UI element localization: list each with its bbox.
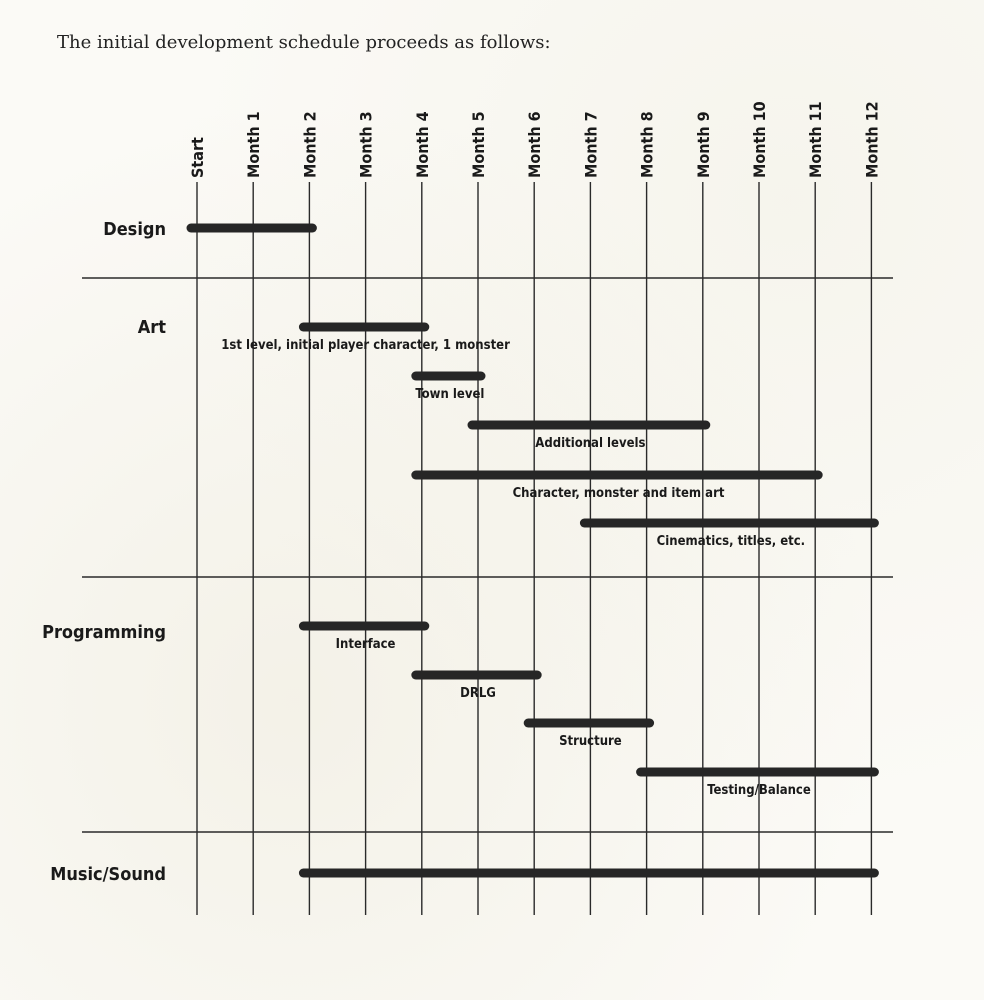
month-label: Month 4 [412,111,432,178]
month-label: Month 2 [300,111,320,178]
group-label: Music/Sound [50,864,166,885]
month-label: Month 9 [693,111,713,178]
task-label: Additional levels [535,436,646,451]
month-label: Start [188,137,207,178]
month-label: Month 6 [525,111,545,178]
group-label: Design [103,219,166,240]
group-label: Art [137,317,166,338]
task-label: Character, monster and item art [512,486,725,501]
month-label: Month 1 [244,111,264,178]
task-label: Structure [559,734,622,749]
month-label: Month 3 [356,111,376,178]
task-label: Town level [415,387,485,402]
intro-text: The initial development schedule proceeds as follows: [57,32,551,53]
task-label: Cinematics, titles, etc. [656,534,806,549]
month-label: Month 11 [806,101,826,178]
month-label: Month 12 [862,101,882,178]
task-label: DRLG [460,686,496,701]
month-label: Month 8 [637,111,657,178]
task-label: 1st level, initial player character, 1 monster [221,338,510,353]
group-label: Programming [42,622,166,643]
month-label: Month 5 [469,111,488,178]
month-label: Month 7 [581,111,601,178]
task-label: Interface [335,637,396,652]
task-label: Testing/Balance [707,783,811,798]
month-label: Month 10 [750,101,769,178]
